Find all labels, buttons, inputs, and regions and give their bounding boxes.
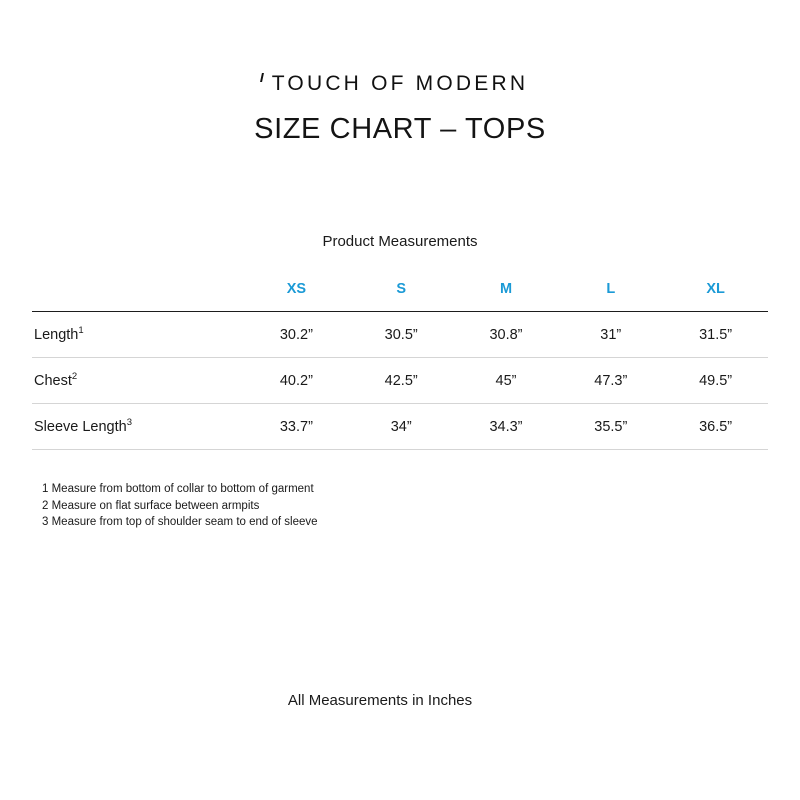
table-head — [32, 275, 768, 312]
row-label-text: Chest — [34, 372, 72, 389]
row-label-text: Length — [34, 326, 79, 343]
measurements-table-wrapper — [32, 275, 768, 450]
row-label-text: Sleeve Length — [34, 418, 127, 435]
row-footnote-marker: 2 — [71, 370, 78, 382]
column-header-s: S — [349, 275, 454, 312]
column-header-l: L — [558, 275, 663, 312]
column-header-xs: XS — [244, 275, 349, 312]
brand-logo — [0, 72, 800, 96]
cell-length-xl: 31.5” — [663, 312, 768, 358]
row-label-chest — [32, 358, 244, 404]
column-header-label — [32, 275, 244, 312]
brand-name: TOUCH OF MODERN — [271, 72, 529, 95]
cell-sleeve-xs: 33.7” — [244, 404, 349, 450]
cell-length-l: 31” — [558, 312, 663, 358]
cell-sleeve-xl: 36.5” — [663, 404, 768, 450]
table-row — [32, 312, 768, 358]
cell-sleeve-m: 34.3” — [454, 404, 559, 450]
cell-chest-m: 45” — [454, 358, 559, 404]
footnote-1: 1 Measure from bottom of collar to bottom of garment — [42, 483, 314, 495]
row-footnote-marker: 3 — [126, 416, 133, 428]
cell-length-m: 30.8” — [454, 312, 559, 358]
footnote-2: 2 Measure on flat surface between armpits — [42, 499, 260, 512]
table-row — [32, 404, 768, 450]
cell-length-s: 30.5” — [349, 312, 454, 358]
cell-length-xs: 30.2” — [244, 312, 349, 358]
row-footnote-marker: 1 — [78, 324, 84, 336]
cell-chest-l: 47.3” — [558, 358, 663, 404]
cell-chest-s: 42.5” — [349, 358, 454, 404]
column-header-m: M — [454, 275, 559, 312]
cell-chest-xs: 40.2” — [244, 358, 349, 404]
page-title: SIZE CHART – TOPS — [254, 113, 546, 145]
cell-sleeve-l: 35.5” — [558, 404, 663, 450]
table-caption: Product Measurements — [322, 233, 478, 250]
units-note: All Measurements in Inches — [287, 692, 473, 709]
table-row — [32, 358, 768, 404]
column-header-xl: XL — [663, 275, 768, 312]
table-header-row — [32, 275, 768, 312]
row-label-sleeve-length — [32, 404, 244, 450]
measurements-table — [32, 275, 768, 450]
footnote-3: 3 Measure from top of shoulder seam to end of sleeve — [42, 516, 318, 528]
footnotes — [42, 481, 318, 531]
row-label-length — [32, 312, 244, 358]
cell-chest-xl: 49.5” — [663, 358, 768, 404]
table-body — [32, 312, 768, 450]
cell-sleeve-s: 34” — [349, 404, 454, 450]
